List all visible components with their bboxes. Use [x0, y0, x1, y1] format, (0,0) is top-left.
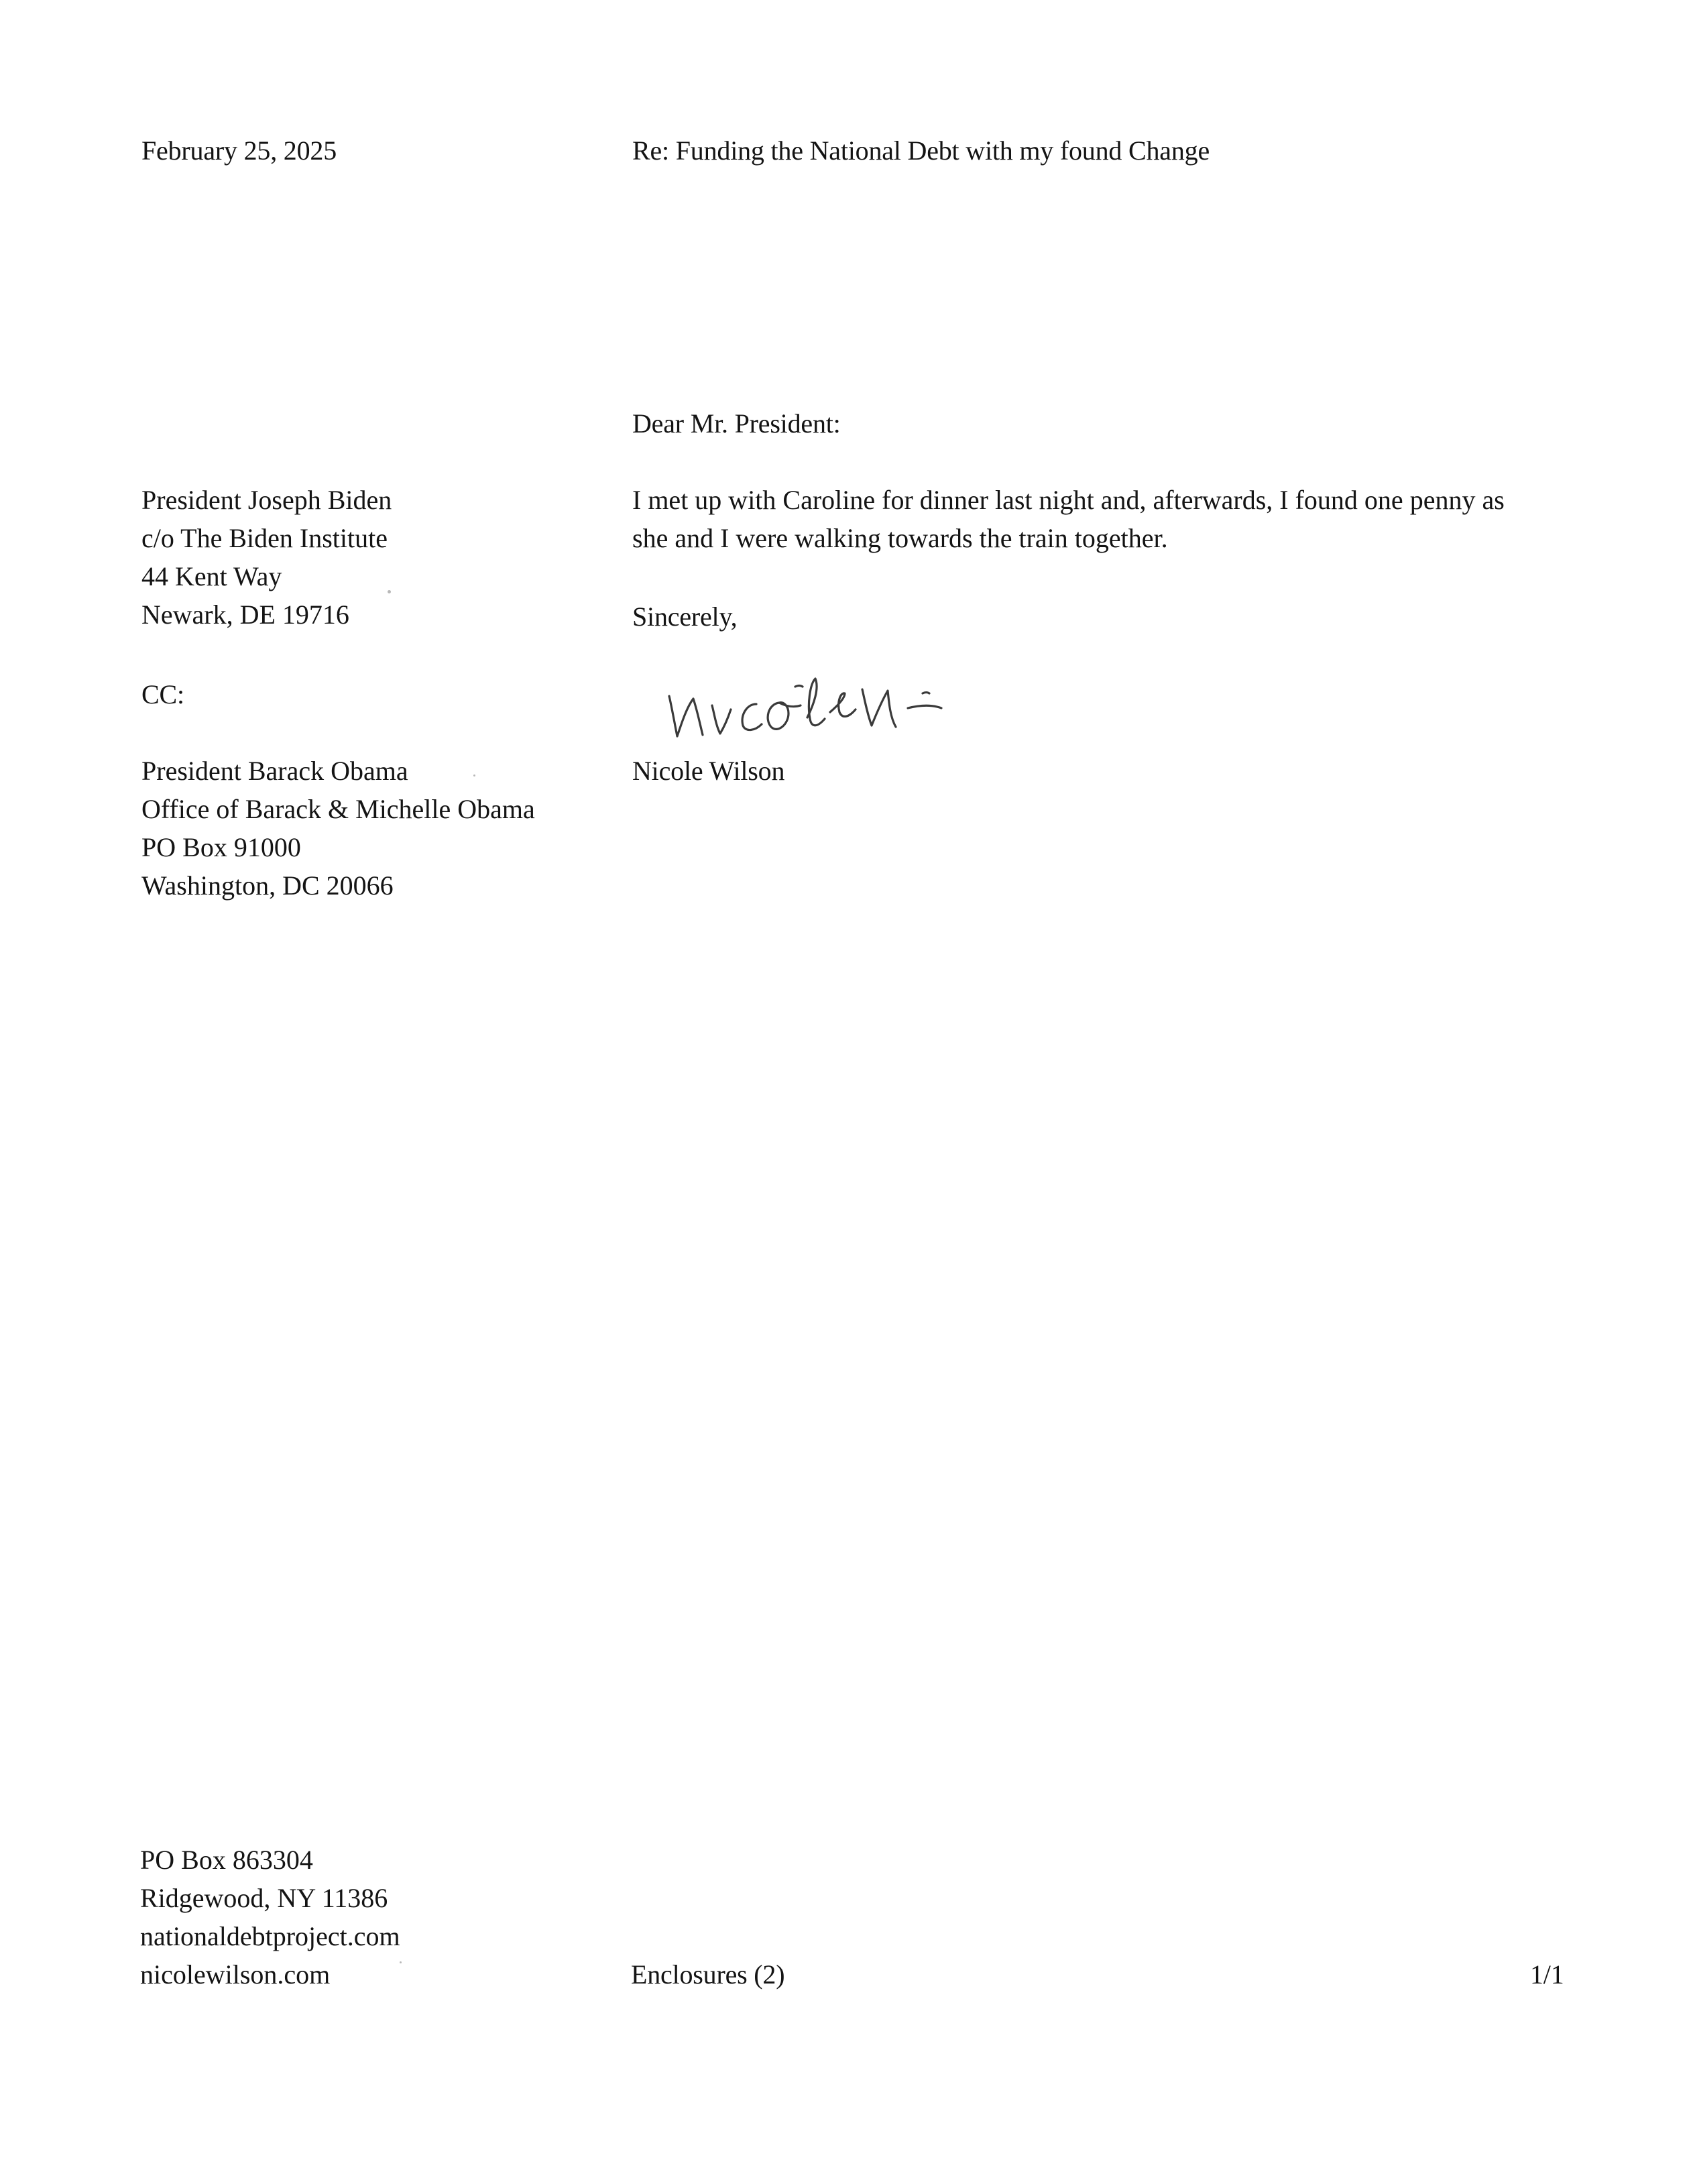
letter-date: February 25, 2025 [141, 135, 337, 166]
sender-line: Ridgewood, NY 11386 [140, 1883, 388, 1913]
recipient-line: c/o The Biden Institute [141, 523, 388, 553]
cc-recipient-line: PO Box 91000 [141, 832, 301, 862]
letter-body [632, 481, 1558, 557]
salutation: Dear Mr. President: [632, 408, 841, 439]
page-number: 1/1 [1530, 1959, 1564, 1990]
scan-speck [400, 1961, 402, 1963]
recipient-line: 44 Kent Way [141, 561, 282, 591]
sender-line: PO Box 863304 [140, 1845, 313, 1875]
letter-subject: Re: Funding the National Debt with my found Change [632, 135, 1210, 166]
cc-recipient-address [141, 752, 535, 905]
sender-website: nicolewilson.com [140, 1959, 331, 1990]
body-line: she and I were walking towards the train together. [632, 523, 1168, 553]
cc-recipient-line: Office of Barack & Michelle Obama [141, 794, 535, 824]
handwritten-signature [664, 671, 972, 751]
cc-label: CC: [141, 679, 184, 709]
scan-speck [473, 774, 475, 777]
recipient-address [141, 481, 392, 634]
body-line: I met up with Caroline for dinner last night and, afterwards, I found one penny as [632, 485, 1505, 515]
recipient-line: President Joseph Biden [141, 485, 392, 515]
closing: Sincerely, [632, 601, 738, 632]
signer-name: Nicole Wilson [632, 756, 785, 786]
enclosures-note: Enclosures (2) [631, 1959, 785, 1990]
sender-address [140, 1841, 400, 1994]
sender-website: nationaldebtproject.com [140, 1921, 400, 1951]
cc-recipient-line: Washington, DC 20066 [141, 870, 394, 901]
cc-recipient-line: President Barack Obama [141, 756, 408, 786]
scan-speck [388, 590, 391, 593]
recipient-line: Newark, DE 19716 [141, 599, 349, 630]
